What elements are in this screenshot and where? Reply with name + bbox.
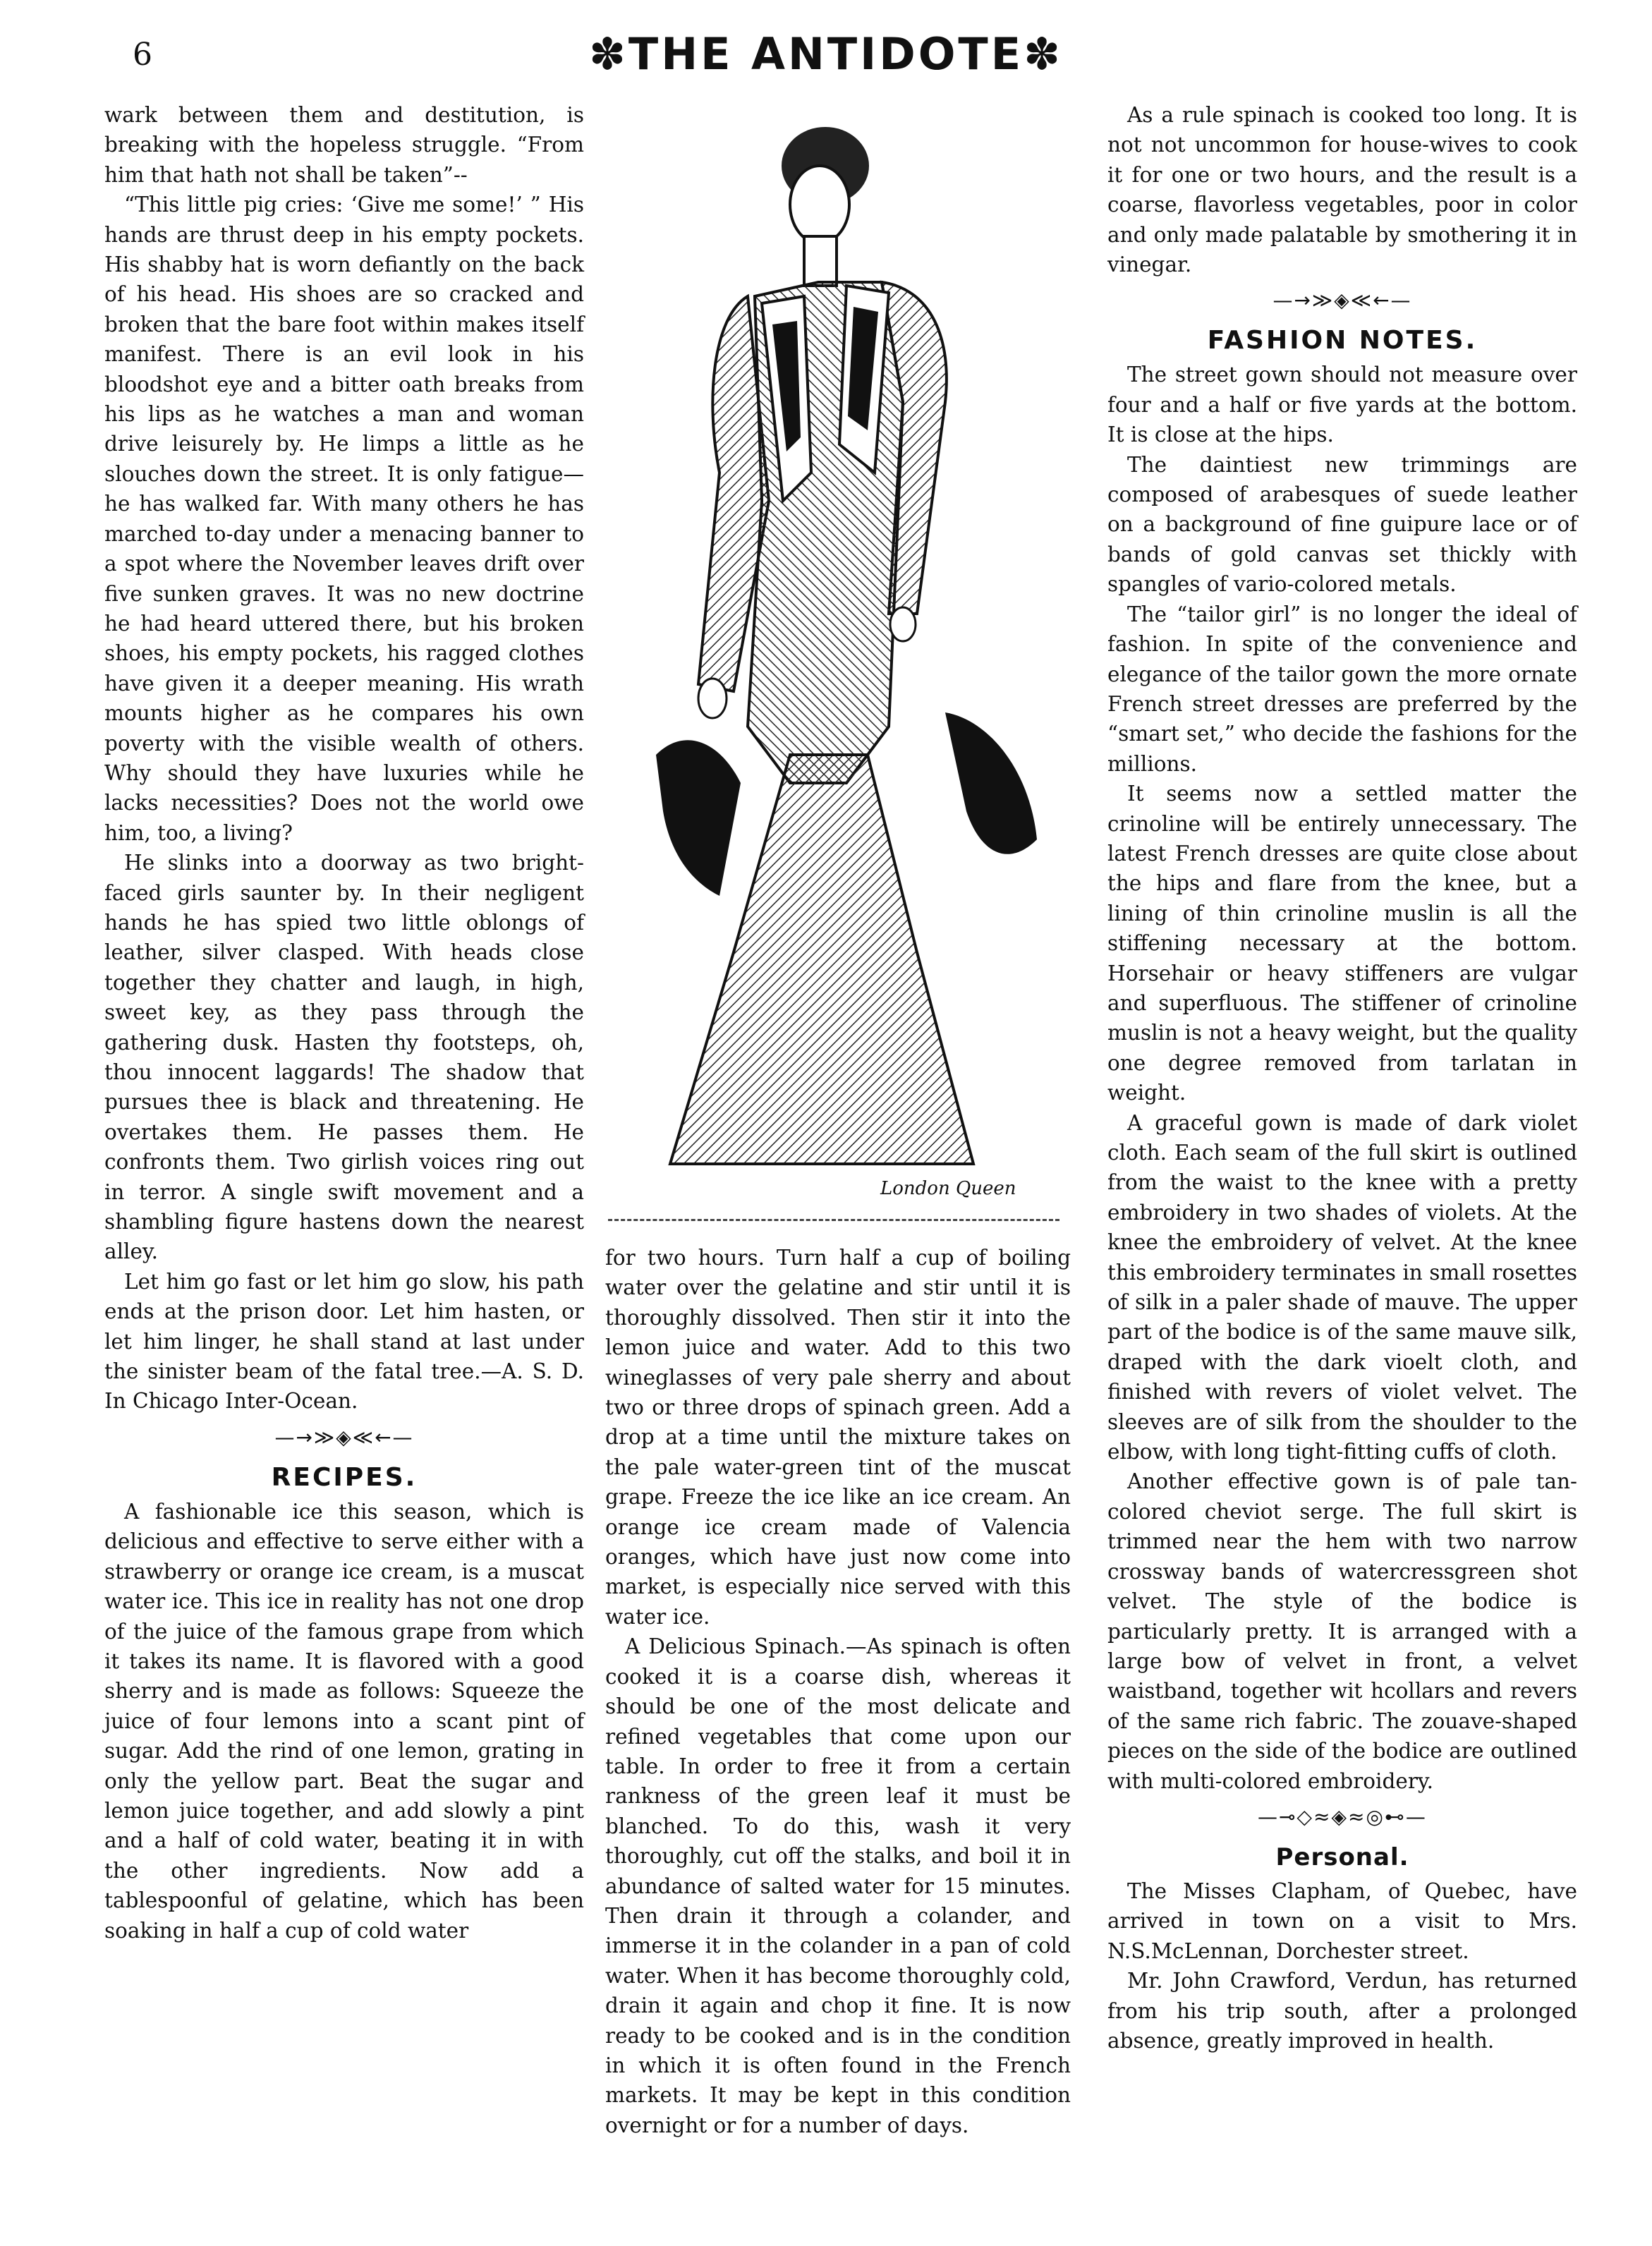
article-paragraph: He slinks into a doorway as two bright-faced girls saunter by. In their negligent hands he has spied two little oblongs of leather, silver clasped. With heads close together they chatter and laugh, in high, sweet key, as they pass through the gathering dusk. Hasten thy footsteps, oh, thou innocent laggards! The shadow that pursues thee is black and threatening. He overtakes them. He passes them. He confronts them. Two girlish voices ring out in terror. A single swift movement and a shambling figure hastens down the nearest alley.: [104, 851, 584, 1264]
fashion-notes-heading: FASHION NOTES.: [1207, 326, 1478, 356]
column-right: [1107, 100, 1577, 2056]
article-paragraph: Let him go fast or let him go slow, his path ends at the prison door. Let him hasten, or let him linger, he shall stand at last under the sinister beam of the fatal tree.—A. S. D. In Chicago Inter-Ocean.: [104, 1269, 584, 1414]
fashion-paragraph: The “tailor girl” is no longer the ideal of fashion. In spite of the convenience and elegance of the tailor gown the more ornate French street dresses are preferred by the “smart set,” who decide the fashions for the millions.: [1107, 602, 1577, 776]
fashion-paragraph: The street gown should not measure over four and a half or five yards at the bottom. It is close at the hips.: [1107, 363, 1577, 447]
personal-heading: Personal.: [1275, 1843, 1409, 1871]
fashion-paragraph: Another effective gown is of pale tan-colored cheviot serge. The full skirt is trimmed near the hem with two narrow crossway bands of watercressgreen shot velvet. The style of the bodice is particularly pretty. It is arranged with a large bow of velvet in front, a velvet waistband, together wit hcollars and revers of the same rich fabric. The zouave-shaped pieces on the side of the bodice are outlined with multi-colored embroidery.: [1107, 1469, 1577, 1793]
fashion-paragraph: The daintiest new trimmings are composed of arabesques of suede leather on a background of fine guipure lace or of bands of gold canvas set thickly with spangles of vario-colored metals.: [1107, 452, 1577, 597]
section-divider-ornament: —⊸◇≈◈≈◎⊷—: [1258, 1804, 1427, 1828]
woman-in-gown-illustration: [614, 106, 1065, 1213]
column-left: [104, 100, 584, 1945]
section-divider-ornament: —→≫◈≪←—: [1273, 289, 1412, 312]
recipes-heading: RECIPES.: [271, 1462, 418, 1492]
recipes-paragraph: A fashionable ice this season, which is delicious and effective to serve either with a strawberry or orange ice cream, is a muscat water ice. This ice in reality has not one drop of the juice of the famous grape from which it takes its name. It is flavored with a good sherry and is made as follows: Squeeze the juice of four lemons into a scant pint of sugar. Add the rind of one lemon, grating in only the yellow part. Beat the sugar and lemon juice together, and add slowly a pint and a half of cold water, beating it in with the other ingredients. Now add a tablespoonful of gelatine, which has been soaking in half a cup of cold water: [104, 1499, 584, 1943]
article-paragraph: As a rule spinach is cooked too long. It is not not uncommon for house-wives to cook it for one or two hours, and the result is a coarse, flavorless vegetables, poor in color and only made palatable by smothering it in vinegar.: [1107, 103, 1577, 277]
article-paragraph: for two hours. Turn half a cup of boiling water over the gelatine and stir until it is thoroughly dissolved. Then stir it into the lemon juice and water. Add to this two wineglasses of very pale sherry and about two or three drops of spinach green. Add a drop at a time until the mixture takes on the pale water-green tint of the muscat grape. Freeze the ice like an ice cream. An orange ice cream made of Valencia oranges, which have just now come into market, is especially nice served with this water ice.: [605, 1246, 1071, 1629]
personal-paragraph: Mr. John Crawford, Verdun, has returned from his trip south, after a prolonged absence, greatly improved in health.: [1107, 1969, 1577, 2053]
column-middle: [605, 1243, 1071, 2140]
personal-paragraph: The Misses Clapham, of Quebec, have arrived in town on a visit to Mrs. N.S.McLennan, Dorchester street.: [1107, 1878, 1577, 1963]
page-number: 6: [133, 37, 152, 73]
masthead-title: ✽THE ANTIDOTE✽: [588, 28, 1064, 80]
fashion-illustration: [614, 106, 1065, 1213]
article-paragraph: “This little pig cries: ‘Give me some!’ ” His hands are thrust deep in his empty pockets. His shabby hat is worn defiantly on the back of his head. His shoes are so cracked and broken that the bare foot within makes itself manifest. There is an evil look in his bloodshot eye and a bitter oath breaks from his lips as he watches a man and woman drive leisurely by. He limps a little as he slouches down the street. It is only fatigue—he has walked far. With many others he has marched to-day under a menacing banner to a spot where the November leaves drift over five sunken graves. It was no new doctrine he had heard uttered there, but his broken shoes, his empty pockets, his ragged clothes have given it a deeper meaning. His wrath mounts higher as he compares his own poverty with the visible wealth of others. Why should they have luxuries while he lacks necessities? Does not the world owe him, too, a living?: [104, 193, 584, 845]
fashion-paragraph: A graceful gown is made of dark violet cloth. Each seam of the full skirt is outlined from the waist to the knee with a pretty embroidery in two shades of violets. At the knee the embroidery of velvet. At the knee this embroidery terminates in small rosettes of silk in a paler shade of mauve. The upper part of the bodice is of the same mauve silk, draped with the dark vioelt cloth, and finished with revers of violet velvet. The sleeves are of silk from the shoulder to the elbow, with long tight-fitting cuffs of cloth.: [1107, 1110, 1577, 1464]
figure-divider-rule: [608, 1219, 1059, 1221]
fashion-paragraph: It seems now a settled matter the crinoline will be entirely unnecessary. The latest French dresses are quite close about the hips and flare from the knee, but a lining of thin crinoline muslin is all the stiffening necessary at the bottom. Horsehair or heavy stiffeners are vulgar and superfluous. The stiffener of crinoline muslin is not a heavy weight, but the quality one degree removed from tarlatan in weight.: [1107, 782, 1577, 1105]
figure-caption: London Queen: [880, 1178, 1016, 1199]
article-paragraph: wark between them and destitution, is breaking with the hopeless struggle. “From him that hath not shall be taken”--: [104, 103, 584, 187]
article-paragraph: A Delicious Spinach.—As spinach is often cooked it is a coarse dish, whereas it should be one of the most delicate and refined vegetables that come upon our table. In order to free it from a certain rankness of the green leaf it must be blanched. To do this, wash it very thoroughly, cut off the stalks, and boil it in abundance of salted water for 15 minutes. Then drain it through a colander, and immerse it in the colander in a pan of cold water. When it has become thoroughly cold, drain it again and chop it fine. It is now ready to be cooked and is in the condition in which it is often found in the French markets. It may be kept in this condition overnight or for a number of days.: [605, 1634, 1071, 2137]
section-divider-ornament: —→≫◈≪←—: [274, 1425, 414, 1449]
